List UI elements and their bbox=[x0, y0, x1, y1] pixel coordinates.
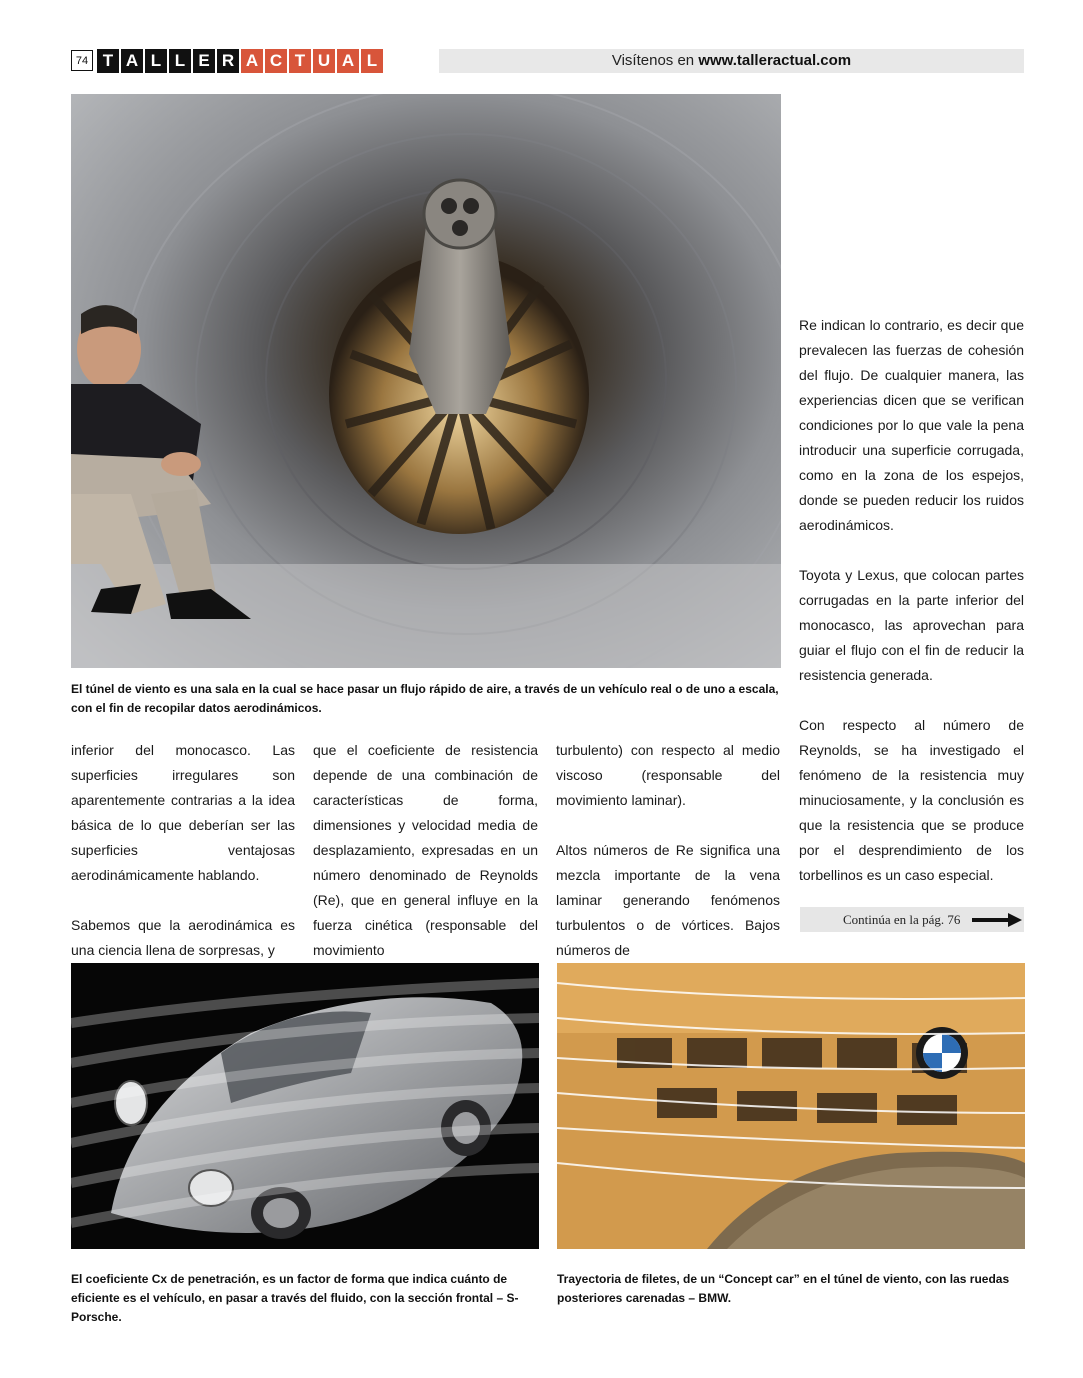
arrow-right-icon bbox=[972, 913, 1022, 927]
porsche-caption: El coeficiente Cx de penetración, es un factor de forma que indica cuánto de eficiente es el vehículo, en pasar a través del fluido, con la sección frontal – S-Porsche. bbox=[71, 1272, 519, 1324]
logo-letter: L bbox=[145, 49, 167, 73]
logo-letter: C bbox=[265, 49, 287, 73]
text-column-4 bbox=[799, 313, 1024, 888]
page-header bbox=[71, 49, 1024, 74]
continue-label: Continúa en la pág. bbox=[843, 912, 945, 927]
bmw-caption: Trayectoria de filetes, de un “Concept car” en el túnel de viento, con las ruedas posteriores carenadas – BMW. bbox=[557, 1272, 1010, 1305]
paragraph: Toyota y Lexus, que colocan partes corrugadas en la parte inferior del monocasco, las aprovechan para guiar el flujo con el fin de reducir la resistencia generada. bbox=[799, 567, 1024, 683]
paragraph: Sabemos que la aerodinámica es una ciencia llena de sorpresas, y bbox=[71, 917, 295, 958]
paragraph: turbulento) con respecto al medio viscoso (responsable del movimiento laminar). bbox=[556, 742, 780, 808]
logo-letter: A bbox=[337, 49, 359, 73]
logo-letter: R bbox=[217, 49, 239, 73]
text-column-2 bbox=[313, 738, 538, 963]
logo-letter: A bbox=[121, 49, 143, 73]
porsche-photo bbox=[71, 963, 539, 1249]
continue-page: 76 bbox=[947, 912, 961, 927]
paragraph: que el coeficiente de resistencia depende de una combinación de características de forma, dimensiones y velocidad media de desplazamiento, expresadas en un número denominado de Reynolds (Re), que en general influye en la fuerza cinética (responsable del movimiento bbox=[313, 742, 538, 958]
magazine-logo bbox=[97, 49, 383, 73]
bmw-photo bbox=[557, 963, 1025, 1249]
wind-tunnel-photo bbox=[71, 94, 781, 668]
text-column-3 bbox=[556, 738, 780, 963]
website-banner bbox=[439, 49, 1024, 73]
paragraph: Altos números de Re significa una mezcla importante de la vena laminar generando fenómenos turbulentos o de vórtices. Bajos números de bbox=[556, 842, 780, 958]
logo-letter: U bbox=[313, 49, 335, 73]
text-column-1 bbox=[71, 738, 295, 963]
paragraph: Con respecto al número de Reynolds, se ha investigado el fenómeno de la resistencia muy minuciosamente, y la conclusión es que la resistencia que se produce por el desprendimiento de los torbellinos es un caso especial. bbox=[799, 717, 1024, 883]
logo-letter: T bbox=[97, 49, 119, 73]
continue-page-link[interactable] bbox=[800, 907, 1024, 932]
paragraph: inferior del monocasco. Las superficies irregulares son aparentemente contrarias a la idea básica de lo que deberían ser las superficies ventajosas aerodinámicamente hablando. bbox=[71, 742, 295, 883]
tunnel-caption: El túnel de viento es una sala en la cual se hace pasar un flujo rápido de aire, a través de un vehículo real o de uno a escala, con el fin de recopilar datos aerodinámicos. bbox=[71, 682, 779, 715]
logo-letter: E bbox=[193, 49, 215, 73]
paragraph: Re indican lo contrario, es decir que prevalecen las fuerzas de cohesión del flujo. De cualquier manera, las experiencias dicen que se verifican condiciones por lo que vale la pena introducir una superficie corrugada, como en la zona de los espejos, donde se pueden reducir los ruidos aerodinámicos. bbox=[799, 317, 1024, 533]
logo-letter: A bbox=[241, 49, 263, 73]
visit-prefix: Visítenos en bbox=[611, 52, 699, 69]
logo-letter: L bbox=[361, 49, 383, 73]
continue-text bbox=[843, 907, 960, 932]
page-number: 74 bbox=[71, 50, 93, 71]
logo-letter: L bbox=[169, 49, 191, 73]
website-link[interactable]: www.talleractual.com bbox=[698, 52, 852, 69]
logo-letter: T bbox=[289, 49, 311, 73]
